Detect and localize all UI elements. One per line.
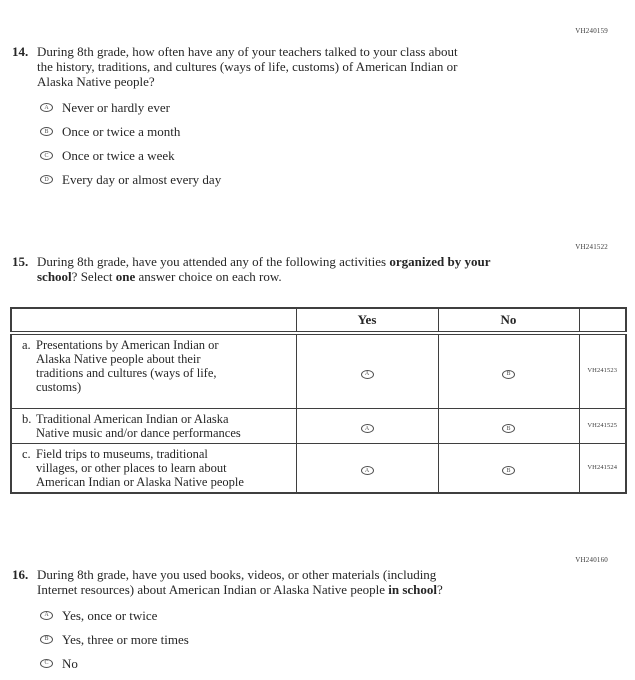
table-header: [11, 308, 626, 333]
bubble-letter: A: [44, 104, 49, 111]
table-header-code-empty: [579, 308, 626, 333]
question-15: [12, 254, 635, 284]
q14-option-once-twice-month[interactable]: [40, 124, 635, 139]
text-segment-bold: school: [37, 269, 72, 284]
row-label-cell: [11, 443, 296, 493]
question-text: [37, 254, 490, 284]
row-text: [36, 338, 219, 394]
question-text: [37, 567, 443, 597]
answer-bubble-icon[interactable]: [40, 103, 53, 112]
table-header-no: No: [438, 308, 579, 333]
table-header-row: [11, 308, 626, 333]
question-number: 15.: [12, 254, 29, 269]
question-text-line: During 8th grade, have you used books, videos, or other materials (including: [37, 566, 437, 582]
row-b-yes-cell[interactable]: [296, 408, 438, 443]
row-text-line: traditions and cultures (ways of life,: [36, 366, 217, 380]
table-row-b: [11, 408, 626, 443]
row-letter: a.: [22, 338, 31, 352]
question-14: [12, 44, 635, 89]
text-segment: ?: [437, 581, 443, 597]
option-label: No: [62, 655, 78, 671]
answer-bubble-icon[interactable]: [40, 127, 53, 136]
text-segment: Internet resources) about American Indian or Alaska Native people: [37, 581, 389, 597]
option-label: Once or twice a month: [62, 124, 181, 139]
table-row-c: [11, 443, 626, 493]
row-text-line: villages, or other places to learn about: [36, 460, 227, 475]
text-segment-bold: in school: [388, 581, 437, 597]
row-code: VH241524: [579, 443, 626, 493]
bubble-letter: B: [506, 425, 511, 432]
text-segment: answer choice on each row.: [135, 269, 282, 284]
text-segment: ? Select: [71, 269, 116, 284]
row-text: [36, 412, 241, 440]
bubble-letter: A: [364, 371, 370, 378]
bubble-letter: B: [506, 371, 511, 378]
row-text-line: American Indian or Alaska Native people: [36, 474, 244, 489]
option-label: Yes, once or twice: [62, 607, 158, 623]
bubble-letter: C: [44, 660, 49, 666]
row-a-yes-cell[interactable]: [296, 333, 438, 408]
answer-bubble-icon[interactable]: [40, 175, 53, 184]
table-row-a: [11, 333, 626, 408]
row-text-line: Field trips to museums, traditional: [36, 446, 208, 461]
text-segment: During 8th grade, have you attended any of the following activities: [37, 254, 390, 269]
question15-code: VH241522: [575, 243, 608, 251]
q14-option-once-twice-week[interactable]: [40, 148, 635, 163]
question16-code: VH240160: [575, 555, 608, 564]
question-text-line: the history, traditions, and cultures (ways of life, customs) of American Indian or: [37, 59, 458, 74]
bubble-letter: A: [364, 467, 370, 474]
question-text-line: During 8th grade, how often have any of your teachers talked to your class about: [37, 44, 458, 59]
answer-bubble-icon[interactable]: [361, 370, 374, 379]
row-text-line: Native music and/or dance performances: [36, 425, 241, 440]
q16-option-yes-once-twice[interactable]: [40, 608, 635, 623]
bubble-letter: C: [44, 152, 49, 159]
row-letter: b.: [22, 411, 32, 426]
question-number: 14.: [12, 44, 29, 59]
row-label-cell: [11, 408, 296, 443]
answer-bubble-icon[interactable]: [40, 635, 53, 644]
row-letter: c.: [22, 446, 31, 461]
answer-bubble-icon[interactable]: [40, 611, 53, 620]
row-a-no-cell[interactable]: [438, 333, 579, 408]
question-16-options: [40, 608, 635, 671]
bubble-letter: B: [44, 128, 49, 135]
question-text-line: [37, 269, 490, 284]
option-label: Never or hardly ever: [62, 100, 170, 115]
row-b-no-cell[interactable]: [438, 408, 579, 443]
row-text: [36, 447, 244, 489]
row-label-cell: [11, 333, 296, 408]
row-text-line: Traditional American Indian or Alaska: [36, 411, 229, 426]
activities-table: [10, 307, 627, 494]
answer-bubble-icon[interactable]: [40, 151, 53, 160]
question-16: [12, 567, 635, 597]
question-text-line: Alaska Native people?: [37, 74, 155, 89]
answer-bubble-icon[interactable]: [361, 466, 374, 475]
row-text-line: Alaska Native people about their: [36, 352, 201, 366]
bubble-letter: B: [44, 636, 49, 642]
table-header-yes: Yes: [296, 308, 438, 333]
table-header-empty: [11, 308, 296, 333]
answer-bubble-icon[interactable]: [502, 424, 515, 433]
q16-option-yes-three-more[interactable]: [40, 632, 635, 647]
row-text-line: Presentations by American Indian or: [36, 338, 219, 352]
answer-bubble-icon[interactable]: [502, 466, 515, 475]
answer-bubble-icon[interactable]: [361, 424, 374, 433]
option-label: Yes, three or more times: [62, 631, 189, 647]
row-code: VH241525: [579, 408, 626, 443]
option-label: Once or twice a week: [62, 148, 175, 163]
question-text-line: [37, 582, 443, 597]
answer-bubble-icon[interactable]: [502, 370, 515, 379]
q14-option-never[interactable]: [40, 100, 635, 115]
answer-bubble-icon[interactable]: [40, 659, 53, 668]
row-code: VH241523: [579, 333, 626, 408]
option-label: Every day or almost every day: [62, 172, 222, 187]
bubble-letter: B: [506, 467, 511, 474]
text-segment-bold: organized by your: [389, 254, 491, 269]
question14-code: VH240159: [575, 27, 608, 35]
question-text: [37, 44, 458, 89]
q14-option-every-day[interactable]: [40, 172, 635, 187]
row-text-line: customs): [36, 380, 82, 394]
text-segment-bold: one: [115, 269, 136, 284]
question-number: 16.: [12, 566, 29, 582]
bubble-letter: D: [44, 176, 49, 183]
bubble-letter: A: [364, 425, 370, 432]
question-14-options: [40, 100, 635, 187]
row-c-no-cell[interactable]: [438, 443, 579, 493]
bubble-letter: A: [44, 612, 49, 618]
q16-option-no[interactable]: [40, 656, 635, 671]
question-text-line: [37, 254, 490, 269]
row-c-yes-cell[interactable]: [296, 443, 438, 493]
